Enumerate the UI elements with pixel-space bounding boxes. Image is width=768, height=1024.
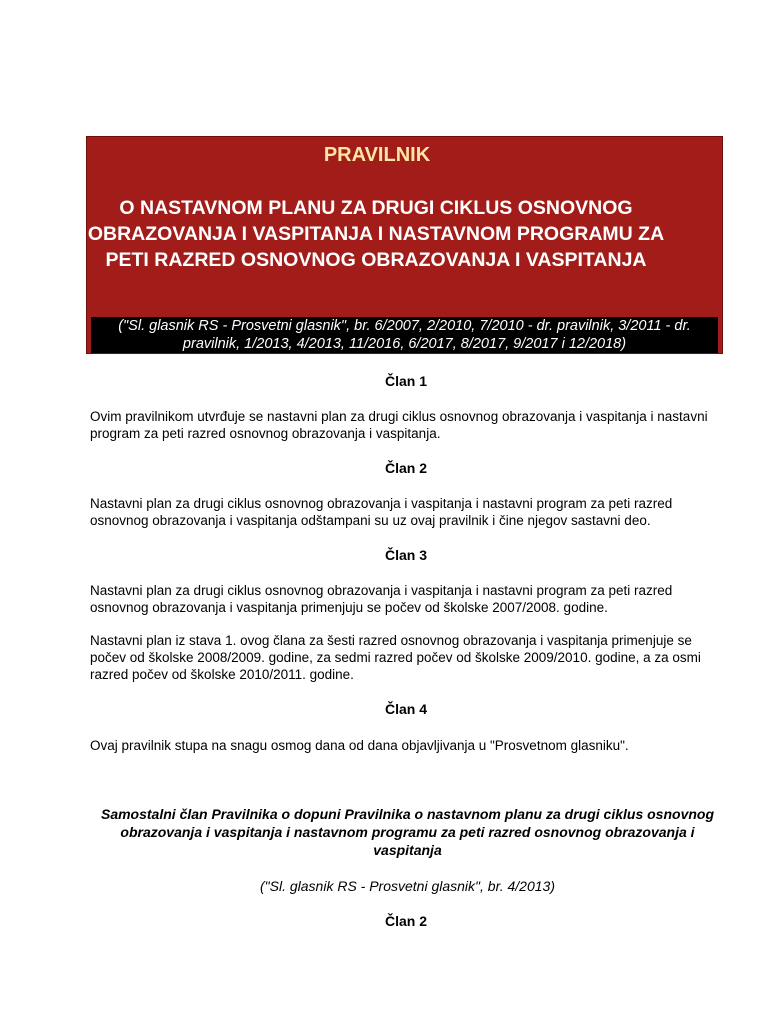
article-3-paragraph-2: Nastavni plan iz stava 1. ovog člana za šesti razred osnovnog obrazovanja i vaspitanja primenjuje se počev od školske 2008/2009. godine, za sedmi razred počev od školske 2009/2010. godine, a za osmi razred počev od školske 2010/2011. godine. — [90, 633, 701, 682]
article-4-heading: Član 4 — [384, 701, 427, 717]
amendment-gazette-reference: ("Sl. glasnik RS - Prosvetni glasnik", br. 4/2013) — [260, 878, 555, 894]
article-2-paragraph-1: Nastavni plan za drugi ciklus osnovnog obrazovanja i vaspitanja i nastavni program za peti razred osnovnog obrazovanja i vaspitanja odštampani su uz ovaj pravilnik i čine njegov sastavni deo. — [90, 496, 673, 528]
document-title: PRAVILNIK — [323, 144, 431, 166]
article-3-paragraph-1: Nastavni plan za drugi ciklus osnovnog obrazovanja i vaspitanja i nastavni program za peti razred osnovnog obrazovanja i vaspitanja primenjuju se počev od školske 2007/2008. godine. — [90, 583, 673, 615]
amendment-article-heading: Član 2 — [384, 913, 427, 929]
article-2-heading: Član 2 — [384, 460, 427, 476]
document-subtitle: O NASTAVNOM PLANU ZA DRUGI CIKLUS OSNOVNOG OBRAZOVANJA I VASPITANJA I NASTAVNOM PROGRAMU ZA PETI RAZRED OSNOVNOG OBRAZOVANJA I VASPITANJA — [87, 197, 665, 271]
article-1-paragraph-1: Ovim pravilnikom utvrđuje se nastavni plan za drugi ciklus osnovnog obrazovanja i vaspitanja i nastavni program za peti razred osnovnog obrazovanja i vaspitanja. — [90, 409, 708, 441]
title-banner — [86, 136, 723, 354]
gazette-reference: ("Sl. glasnik RS - Prosvetni glasnik", br. 6/2007, 2/2010, 7/2010 - dr. pravilnik, 3/2011 - dr. pravilnik, 1/2013, 4/2013, 11/2016, 6/2017, 8/2017, 9/2017 i 12/2018) — [91, 317, 718, 353]
amendment-title: Samostalni član Pravilnika o dopuni Pravilnika o nastavnom planu za drugi ciklus osnovnog obrazovanja i vaspitanja i nastavnom programu za peti razred osnovnog obrazovanja i vaspitanja — [100, 806, 715, 858]
article-1-heading: Član 1 — [384, 373, 427, 389]
article-4-paragraph-1: Ovaj pravilnik stupa na snagu osmog dana od dana objavljivanja u "Prosvetnom glasniku". — [90, 738, 629, 753]
article-3-heading: Član 3 — [384, 547, 427, 563]
